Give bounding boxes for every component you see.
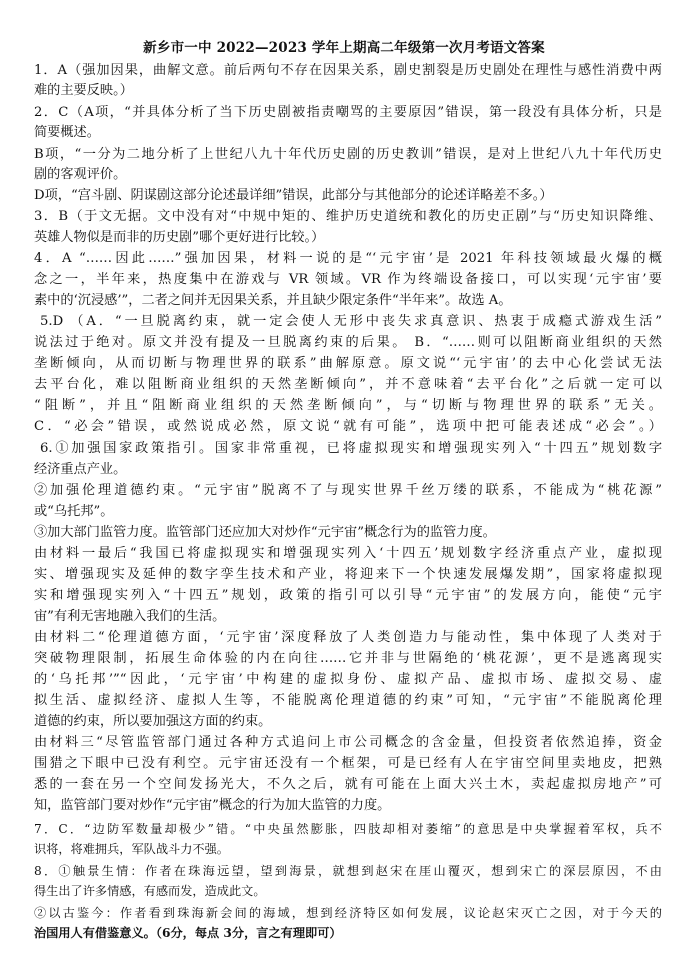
- text-line: 去平台化，难以阻断商业组织的天然垄断倾向”，并不意味着“去平台化”之后就一定可以: [34, 377, 662, 392]
- text-line: 说法过于绝对。原文并没有提及一旦脱离约束的后果。 B．“……则可以阻断商业组织的天然: [34, 335, 662, 350]
- text-line: ②以古鉴今：作者看到珠海新会间的海域，想到经济特区如何发展，议论赵宋灭亡之因，对于今天的: [34, 906, 662, 920]
- text-line: 由材料二“伦理道德方面，‘元宇宙’深度释放了人类创造力与能动性，集中体现了人类对于: [34, 630, 662, 645]
- text-line: 由材料一最后“我国已将虚拟现实和增强现实列入‘十四五’规划数字经济重点产业，虚拟现: [34, 546, 662, 561]
- text-line: 拟生活、虚拟经济、虚拟人生等，不能脱离伦理道德的约束”可知，“元宇宙”不能脱离伦理: [34, 693, 662, 708]
- text-line: C．“必会”错误，或然说成必然，原文说“就有可能”，选项中把可能表述成“必会”。）: [34, 419, 662, 434]
- text-line: 实、增强现实及延伸的数字孪生技术和产业，将迎来下一个快速发展爆发期”，国家将虚拟现: [34, 567, 662, 582]
- text-line: ③加大部门监管力度。监管部门还应加大对炒作“元宇宙”概念行为的监管力度。: [34, 525, 496, 540]
- text-line: 实和增强现实列入“十四五”规划，政策的指引可以引导“元宇宙”的发展方向，能使“元宇: [34, 588, 662, 603]
- text-line: 5.D （A．“一旦脱离约束，就一定会使人无形中丧失求真意识、热衷于成瘾式游戏生活”: [40, 314, 662, 329]
- text-line: 简要概述。: [34, 125, 100, 140]
- text-line: 的‘乌托邦’”“因此，‘元宇宙’中构建的虚拟身份、虚拟产品、虚拟市场、虚拟交易、虚: [34, 672, 662, 687]
- text-line: 突破物理限制，拓展生命体验的内在向往……它并非与世隔绝的‘桃花源’，更不是逃离现实: [34, 651, 662, 666]
- text-line: 素中的‘沉浸感’”，二者之间并无因果关系，并且缺少限定条件“半年来”。故选 A。: [34, 293, 512, 308]
- text-line: 或“乌托邦”。: [34, 504, 114, 519]
- text-line: 3．B（于文无据。文中没有对“中规中矩的、维护历史道统和教化的历史正剧”与“历史知识降维、: [34, 209, 662, 224]
- text-line: 1．A（强加因果，曲解文意。前后两句不存在因果关系，剧史割裂是历史剧处在理性与感性消费中两: [34, 63, 662, 78]
- text-line: D项，“宫斗剧、阴谋剧这部分论述最详细”错误，此部分与其他部分的论述详略差不多。）: [34, 188, 553, 203]
- text-line: 经济重点产业。: [34, 462, 127, 477]
- document-title: 新乡市一中 2022—2023 学年上期高二年级第一次月考语文答案: [143, 40, 545, 56]
- text-line: ②加强伦理道德约束。“元宇宙”脱离不了与现实世界千丝万缕的联系，不能成为“桃花源”: [34, 483, 662, 498]
- text-line: 难的主要反映。）: [34, 83, 133, 98]
- text-line: 英雄人物似是而非的历史剧”哪个更好进行比较。）: [34, 230, 325, 245]
- text-line: “阻断”，并且“阻断商业组织的天然垄断倾向”，与“切断与物理世界的联系”无关。: [34, 398, 662, 413]
- text-line: B项，“一分为二地分析了上世纪八九十年代历史剧的历史教训”错误，是对上世纪八九十年代历史: [34, 147, 662, 162]
- text-line: 由材料三“尽管监管部门通过各种方式追问上市公司概念的含金量，但投资者依然追捧，资金: [34, 735, 662, 750]
- text-line: 围猎之下眼中已没有利空。元宇宙还没有一个框架，可是已经有人在宇宙空间里卖地皮，把熟: [34, 756, 662, 771]
- text-line: 剧的客观评价。: [34, 167, 127, 182]
- text-line: 知，监管部门要对炒作“元宇宙”概念的行为加大监管的力度。: [34, 798, 391, 813]
- text-line: 治国用人有借鉴意义。（6分，每点 3分，言之有理即可）: [34, 926, 342, 940]
- text-line: 识将，将难拥兵，军队战斗力不强。: [34, 842, 229, 856]
- text-line: 8．①触景生情：作者在珠海远望，望到海景，就想到赵宋在厓山覆灭，想到宋亡的深层原因，不由: [34, 864, 662, 878]
- text-line: 宙”有利无害地融入我们的生活。: [34, 609, 226, 624]
- text-line: 得生出了许多情感，有感而发，造成此文。: [34, 884, 266, 898]
- text-line: 念之一，半年来，热度集中在游戏与 VR 领域。VR 作为终端设备接口，可以实现‘元宇宙’要: [34, 272, 662, 287]
- text-line: 2．C（A项，“并具体分析了当下历史剧被指责嘲骂的主要原因”错误，第一段没有具体分析，只是: [34, 105, 662, 120]
- text-line: 6.①加强国家政策指引。国家非常重视，已将虚拟现实和增强现实列入“十四五”规划数字: [40, 441, 663, 456]
- text-line: 悉的一套在另一个空间发扬光大，不久之后，就有可能在上面大兴土木，卖起虚拟房地产”可: [34, 777, 662, 792]
- text-line: 4．A “……因此……”强加因果，材料一说的是“‘元宇宙’是 2021 年科技领域最火爆的概: [34, 251, 662, 266]
- text-line: 7．C．“边防军数量却极少”错。“中央虽然膨胀，四肢却相对萎缩”的意思是中央掌握着军权，兵不: [34, 822, 662, 836]
- text-line: 道德的约束，所以要加强这方面的约束。: [34, 714, 272, 729]
- text-line: 垄断倾向，从而切断与物理世界的联系”曲解原意。原文说“‘元宇宙’的去中心化尝试无法: [34, 356, 662, 371]
